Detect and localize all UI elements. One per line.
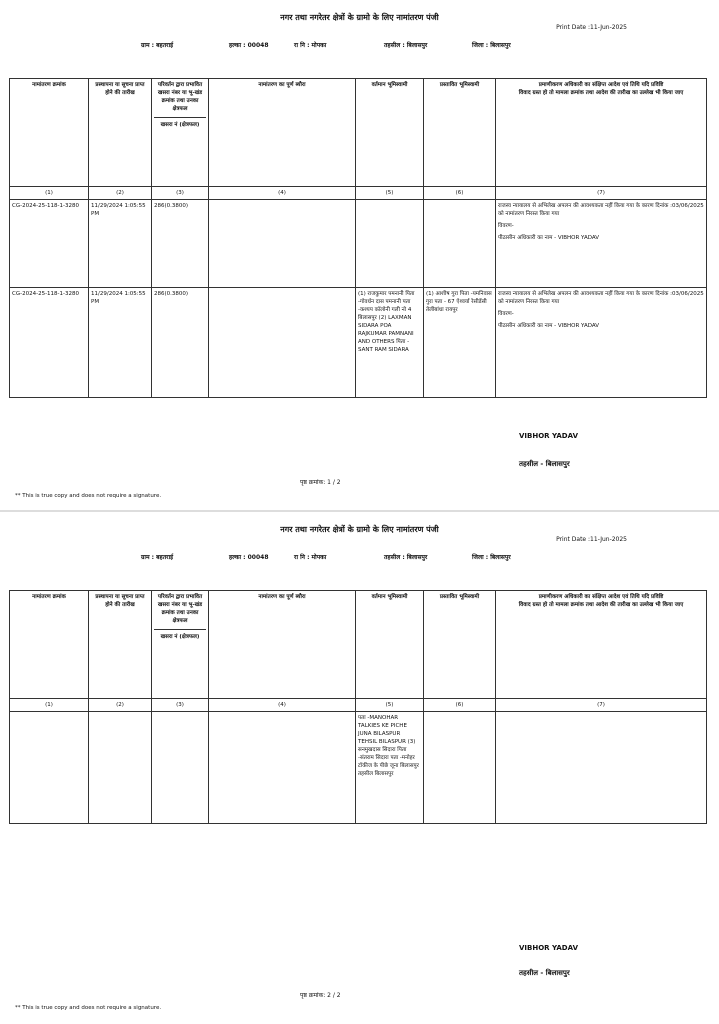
col-header-2: प्रस्थापना या सूचना प्राप्त होने की तारीख [89,591,152,699]
col-number: (4) [209,187,356,200]
col-number: (5) [356,699,424,712]
halka-label: हल्का : 00048 [229,42,269,49]
district-label: जिला : बिलासपुर [472,554,511,561]
signatory-name: VIBHOR YADAV [519,944,578,952]
mutation-id: CG-2024-25-118-1-3280 [10,288,89,398]
signatory-office: तहसील - बिलासपुर [519,969,570,977]
signatory-office: तहसील - बिलासपुर [519,460,570,468]
col-header-1: नामांतरण क्रमांक [10,79,89,187]
col-header-3 [152,79,209,187]
col-header-3-main: परिवर्तन द्वारा प्रभावित खसरा नंबर या भू-खंड क्रमांक तथा उनका क्षेत्रफल [157,594,203,624]
page-title: नगर तथा नगरेतर क्षेत्रों के ग्रामो के लिए नामांतरण पंजी [280,13,439,22]
header-row [10,591,707,699]
col-header-7 [496,79,707,187]
col-header-7-sub: विवाद ग्रस्त हो तो मामला क्रमांक तथा आदेश की तारीख का उल्लेख भी किया जाए [518,602,684,608]
table-row [10,288,707,398]
col-header-5: वर्तमान भूमिस्वामी [356,591,424,699]
proposed-owner [424,712,496,824]
col-header-3-sub: खसरा नं (क्षेत्रफल) [154,629,206,641]
col-header-3 [152,591,209,699]
district-label: जिला : बिलासपुर [472,42,511,49]
proposed-owner: (1) आशीष गुरा पिता -यमनिवास गुरा पता - 67 ऐश्वर्या रेसीडेंसी तेलीबांधा रायपुर [424,288,496,398]
col-number: (2) [89,187,152,200]
col-number: (3) [152,187,209,200]
col-number: (3) [152,699,209,712]
table-row [10,200,707,288]
remark-officer: पीठासीन अधिकारी का नाम - VIBHOR YADAV [498,235,600,241]
khasra-area: 286(0.3800) [152,200,209,288]
page-number: पृष्ठ क्रमांक: 1 / 2 [300,479,341,486]
page-2 [0,512,719,1022]
order-remark [496,288,707,398]
footer-note: ** This is true copy and does not require a signature. [15,493,162,499]
col-number: (2) [89,699,152,712]
tehsil-label: तहसील : बिलासपुर [384,554,428,561]
village-label: ग्राम : बहतराई [141,554,174,561]
remark-officer: पीठासीन अधिकारी का नाम - VIBHOR YADAV [498,323,600,329]
col-header-3-sub: खसरा नं (क्षेत्रफल) [154,117,206,129]
register-table [9,78,707,398]
current-owner: (1) राजकुमार पमनानी पिता -गोवर्धन दास पमनानी पता -कश्यप कॉलोनी गली नो 4 बिलासपुर (2) LAXMAN SIDARA POA RAJKUMAR PAMNANI AND OTHERS पिता - SANT RAM SIDARA [356,288,424,398]
col-number: (7) [496,187,707,200]
col-header-7-sub: विवाद ग्रस्त हो तो मामला क्रमांक तथा आदेश की तारीख का उल्लेख भी किया जाए [518,90,684,96]
col-header-6: प्रस्तावित भूमिस्वामी [424,79,496,187]
page-number: पृष्ठ क्रमांक: 2 / 2 [300,992,341,999]
col-header-6: प्रस्तावित भूमिस्वामी [424,591,496,699]
khasra-area: 286(0.3800) [152,288,209,398]
footer-note: ** This is true copy and does not require a signature. [15,1005,162,1011]
header-row [10,79,707,187]
column-number-row [10,699,707,712]
signatory-name: VIBHOR YADAV [519,432,578,440]
entry-date: 11/29/2024 1:05:55 PM [89,288,152,398]
col-header-2: प्रस्थापना या सूचना प्राप्त होने की तारीख [89,79,152,187]
tehsil-label: तहसील : बिलासपुर [384,42,428,49]
entry-date: 11/29/2024 1:05:55 PM [89,200,152,288]
print-date: Print Date :11-Jun-2025 [556,536,627,543]
col-header-7-main: प्रमाणीकरण अधिकारी का संक्षिप्त आदेश एवं तिथि यदि प्रविष्टि [538,82,664,88]
col-number: (4) [209,699,356,712]
column-number-row [10,187,707,200]
col-number: (6) [424,187,496,200]
current-owner [356,200,424,288]
remark-detail: विवरण- [498,311,514,317]
col-header-5: वर्तमान भूमिस्वामी [356,79,424,187]
col-number: (5) [356,187,424,200]
mutation-detail [209,712,356,824]
ra-ni-label: रा नि : मोपका [294,42,327,49]
page-1 [0,0,719,510]
col-header-4: नामांतरण का पूर्ण ब्यौरा [209,79,356,187]
mutation-id: CG-2024-25-118-1-3280 [10,200,89,288]
proposed-owner [424,200,496,288]
remark-detail: विवरण- [498,223,514,229]
remark-text: राजस्व न्यायालय से अभिलेख अपलन की आवश्यकता नहीं किया गया के कारण दिनांक :03/06/2025 को नामांतरण निरस्त किया गया [498,291,704,305]
col-header-7 [496,591,707,699]
mutation-id [10,712,89,824]
col-header-3-main: परिवर्तन द्वारा प्रभावित खसरा नंबर या भू-खंड क्रमांक तथा उनका क्षेत्रफल [157,82,203,112]
mutation-detail [209,288,356,398]
order-remark [496,712,707,824]
print-date: Print Date :11-Jun-2025 [556,24,627,31]
col-number: (1) [10,187,89,200]
col-number: (6) [424,699,496,712]
col-header-4: नामांतरण का पूर्ण ब्यौरा [209,591,356,699]
khasra-area [152,712,209,824]
current-owner: पता -MANOHAR TALKIES KE PICHE JUNA BILASPUR TEHSIL BILASPUR (3) सनमुखदास सिदारा पिता -संतराम सिदारा पता -मनोहर टॉकीज के पीछे जूना बिलासपुर तहसील बिलासपुर [356,712,424,824]
register-table [9,590,707,824]
order-remark [496,200,707,288]
col-header-7-main: प्रमाणीकरण अधिकारी का संक्षिप्त आदेश एवं तिथि यदि प्रविष्टि [538,594,664,600]
remark-text: राजस्व न्यायालय से अभिलेख अपलन की आवश्यकता नहीं किया गया के कारण दिनांक :03/06/2025 को नामांतरण निरस्त किया गया [498,203,704,217]
ra-ni-label: रा नि : मोपका [294,554,327,561]
page-title: नगर तथा नगरेतर क्षेत्रों के ग्रामो के लिए नामांतरण पंजी [280,525,439,534]
table-row [10,712,707,824]
mutation-detail [209,200,356,288]
col-number: (1) [10,699,89,712]
col-number: (7) [496,699,707,712]
halka-label: हल्का : 00048 [229,554,269,561]
entry-date [89,712,152,824]
col-header-1: नामांतरण क्रमांक [10,591,89,699]
village-label: ग्राम : बहतराई [141,42,174,49]
